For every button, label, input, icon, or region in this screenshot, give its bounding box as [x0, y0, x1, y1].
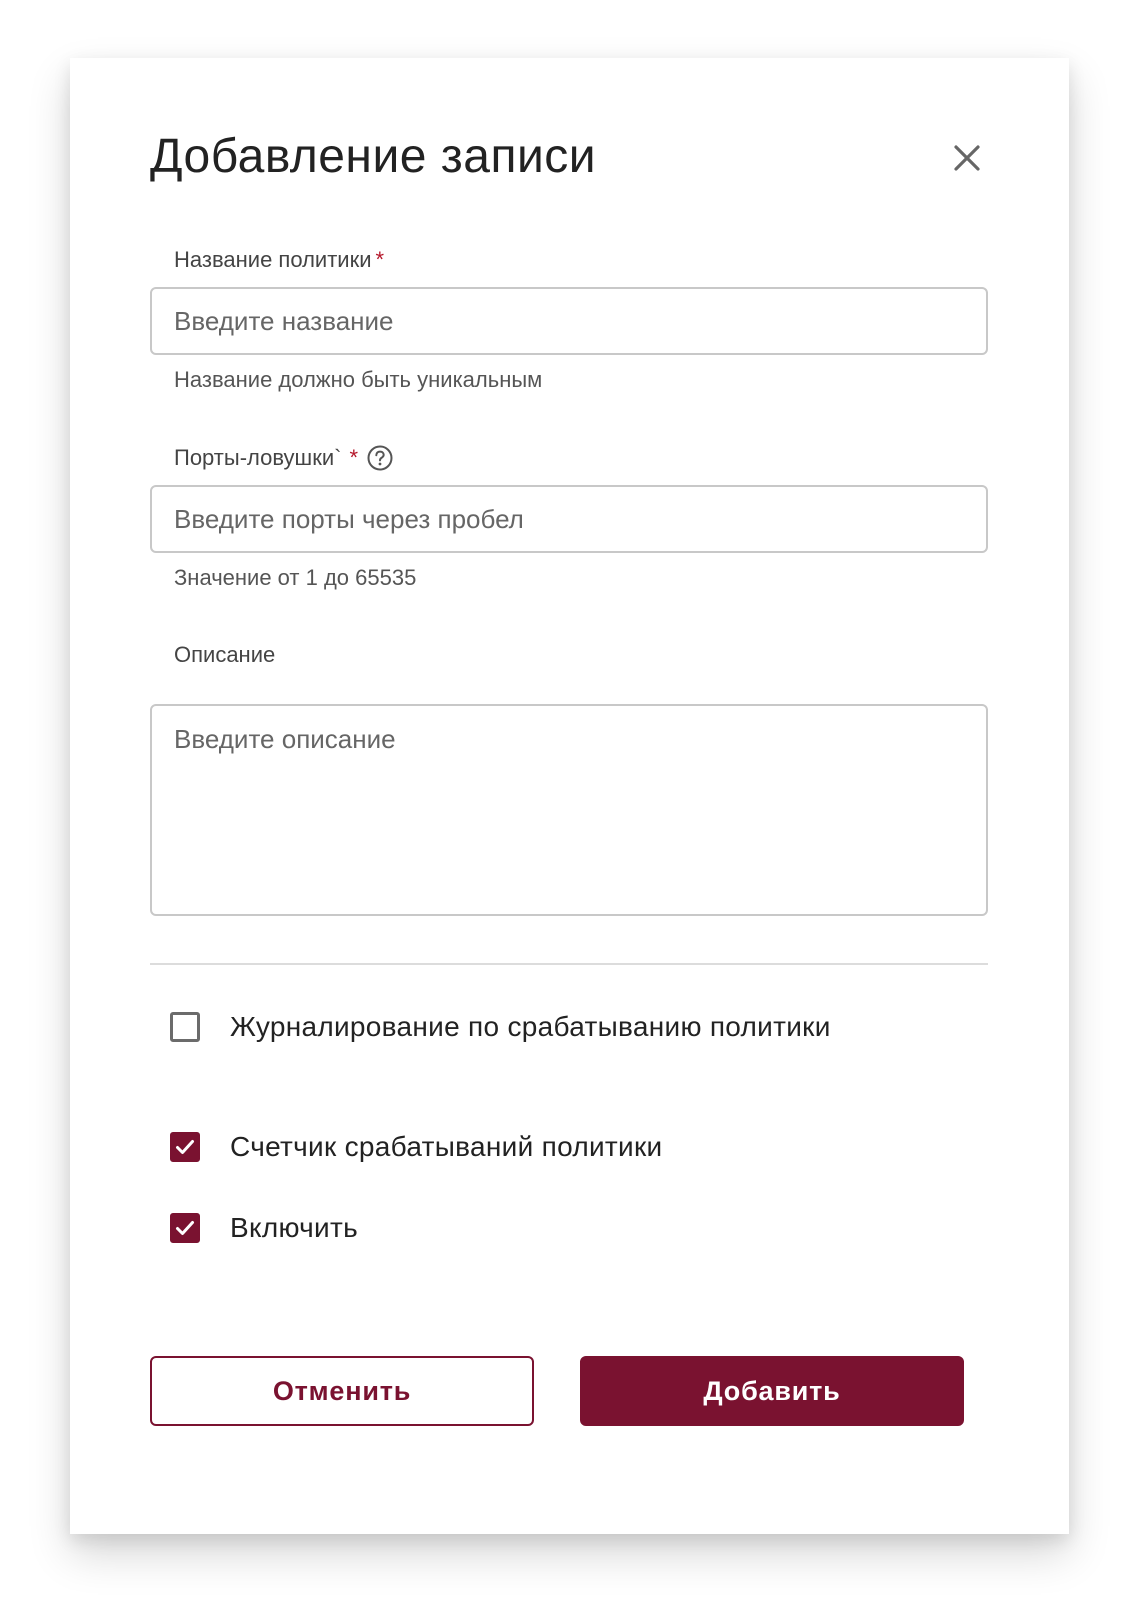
policy-name-label [174, 247, 384, 273]
counter-checkbox[interactable] [170, 1132, 200, 1162]
description-textarea[interactable] [150, 704, 988, 916]
logging-checkbox[interactable] [170, 1012, 200, 1042]
trap-ports-input[interactable] [150, 485, 988, 553]
cancel-button[interactable]: Отменить [150, 1356, 534, 1426]
logging-option[interactable] [170, 1011, 831, 1043]
close-icon[interactable] [947, 138, 987, 178]
policy-name-input[interactable] [150, 287, 988, 355]
enable-checkbox[interactable] [170, 1213, 200, 1243]
required-mark: * [349, 445, 358, 470]
checkmark-icon [174, 1217, 196, 1239]
add-button[interactable]: Добавить [580, 1356, 964, 1426]
counter-option[interactable] [170, 1131, 662, 1163]
trap-ports-label-text: Порты-ловушки` [174, 445, 342, 470]
required-mark: * [375, 247, 385, 272]
trap-ports-hint: Значение от 1 до 65535 [174, 565, 417, 590]
policy-name-hint: Название должно быть уникальным [174, 367, 543, 392]
help-circle-icon[interactable] [366, 444, 394, 472]
enable-option[interactable] [170, 1212, 358, 1244]
trap-ports-label [174, 444, 394, 472]
enable-option-label: Включить [230, 1212, 359, 1243]
add-record-dialog [70, 58, 1069, 1534]
logging-option-label: Журналирование по срабатыванию политики [230, 1011, 831, 1042]
description-label [174, 642, 275, 668]
divider [150, 963, 988, 965]
description-label-text: Описание [174, 642, 276, 667]
dialog-title: Добавление записи [150, 130, 597, 183]
checkmark-icon [174, 1136, 196, 1158]
counter-option-label: Счетчик срабатываний политики [230, 1131, 663, 1162]
policy-name-label-text: Название политики [174, 247, 372, 272]
